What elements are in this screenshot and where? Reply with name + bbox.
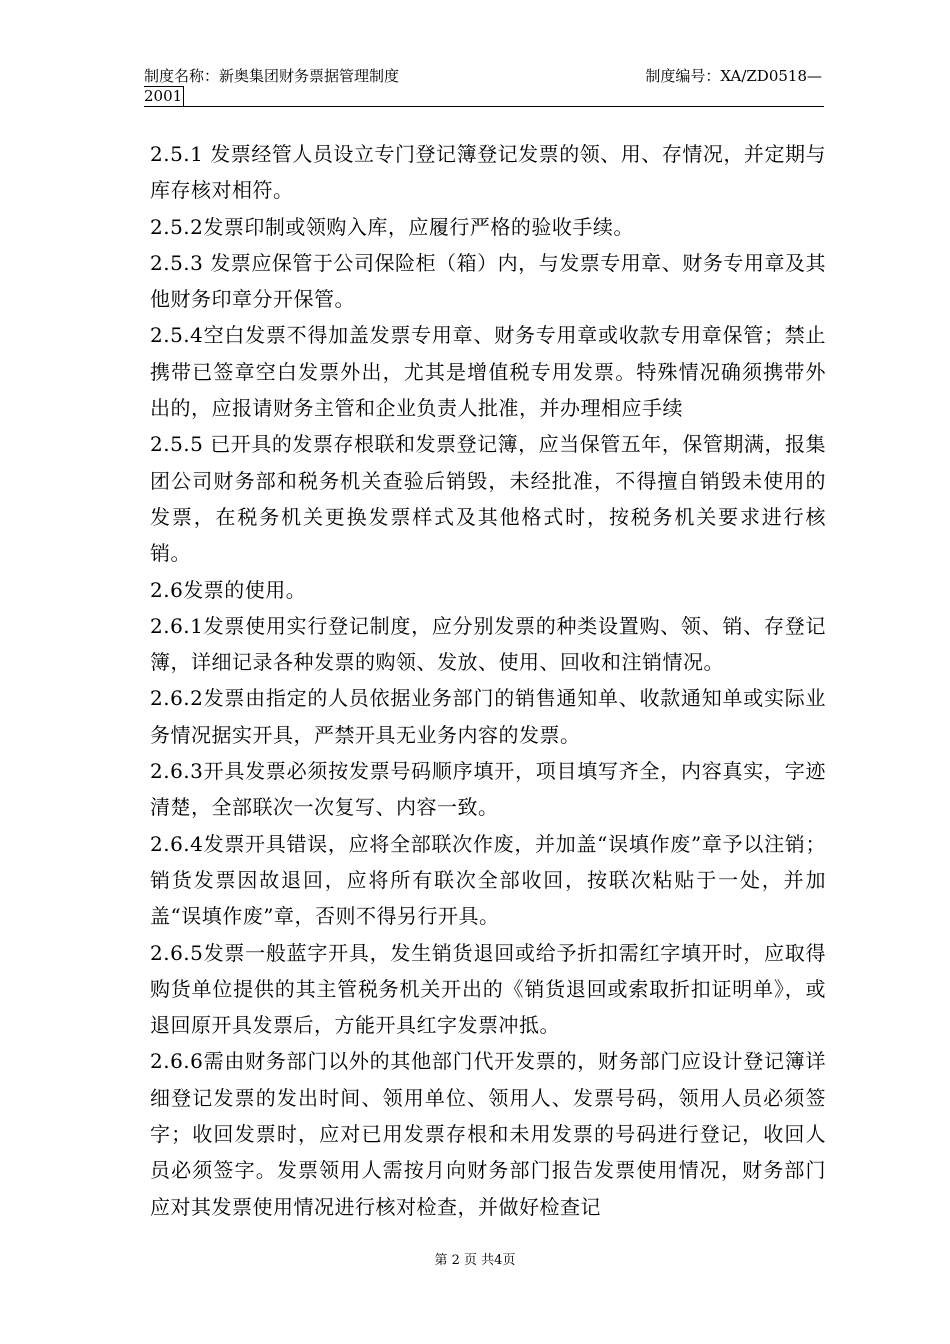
paragraph-2-5-4: 2.5.4空白发票不得加盖发票专用章、财务专用章或收款专用章保管；禁止携带已签章空白发票外出，尤其是增值税专用发票。特殊情况确须携带外出的，应报请财务主管和企业负责人批准，并办理相应手续 bbox=[150, 323, 826, 421]
document-body bbox=[150, 136, 826, 1225]
section-heading-2-6: 2.6发票的使用。 bbox=[150, 577, 307, 602]
paragraph-2-5-5: 2.5.5 已开具的发票存根联和发票登记簿，应当保管五年，保管期满，报集团公司财务部和税务机关查验后销毁，未经批准，不得擅自销毁未使用的发票，在税务机关更换发票样式及其他格式时，按税务机关要求进行核销。 bbox=[150, 432, 826, 566]
page-number: 第 2 页 共4页 bbox=[434, 1253, 516, 1268]
paragraph-2-5-1: 2.5.1 发票经管人员设立专门登记簿登记发票的领、用、存情况，并定期与库存核对相符。 bbox=[150, 142, 826, 203]
page-header bbox=[144, 66, 824, 106]
document-name: 制度名称：新奥集团财务票据管理制度 bbox=[144, 67, 400, 85]
paragraph-2-6-4: 2.6.4发票开具错误，应将全部联次作废，并加盖“误填作废”章予以注销；销货发票因故退回，应将所有联次全部收回，按联次粘贴于一处，并加盖“误填作废”章，否则不得另行开具。 bbox=[150, 831, 826, 929]
header-row bbox=[144, 66, 824, 86]
paragraph-2-6-1: 2.6.1发票使用实行登记制度，应分别发票的种类设置购、领、销、存登记簿，详细记录各种发票的购领、发放、使用、回收和注销情况。 bbox=[150, 613, 826, 675]
document-code-continuation: 2001 bbox=[144, 87, 183, 105]
document-code: 制度编号：XA/ZD0518— bbox=[645, 67, 822, 85]
paragraph-2-6-5: 2.6.5发票一般蓝字开具，发生销货退回或给予折扣需红字填开时，应取得购货单位提供的其主管税务机关开出的《销货退回或索取折扣证明单》，或退回原开具发票后，方能开具红字发票冲抵。 bbox=[150, 940, 826, 1038]
paragraph-2-5-2: 2.5.2发票印制或领购入库，应履行严格的验收手续。 bbox=[150, 214, 634, 239]
paragraph-2-6-6: 2.6.6需由财务部门以外的其他部门代开发票的，财务部门应设计登记簿详细登记发票的发出时间、领用单位、领用人、发票号码，领用人员必须签字；收回发票时，应对已用发票存根和未用发票的号码进行登记，收回人员必须签字。发票领用人需按月向财务部门报告发票使用情况，财务部门应对其发票使用情况进行核对检查，并做好检查记 bbox=[150, 1049, 826, 1219]
header-divider bbox=[144, 106, 824, 107]
paragraph-2-6-2: 2.6.2发票由指定的人员依据业务部门的销售通知单、收款通知单或实际业务情况据实开具，严禁开具无业务内容的发票。 bbox=[150, 686, 826, 747]
paragraph-2-6-3: 2.6.3开具发票必须按发票号码顺序填开，项目填写齐全，内容真实，字迹清楚，全部联次一次复写、内容一致。 bbox=[150, 759, 826, 820]
paragraph-2-5-3: 2.5.3 发票应保管于公司保险柜（箱）内，与发票专用章、财务专用章及其他财务印章分开保管。 bbox=[150, 250, 826, 312]
